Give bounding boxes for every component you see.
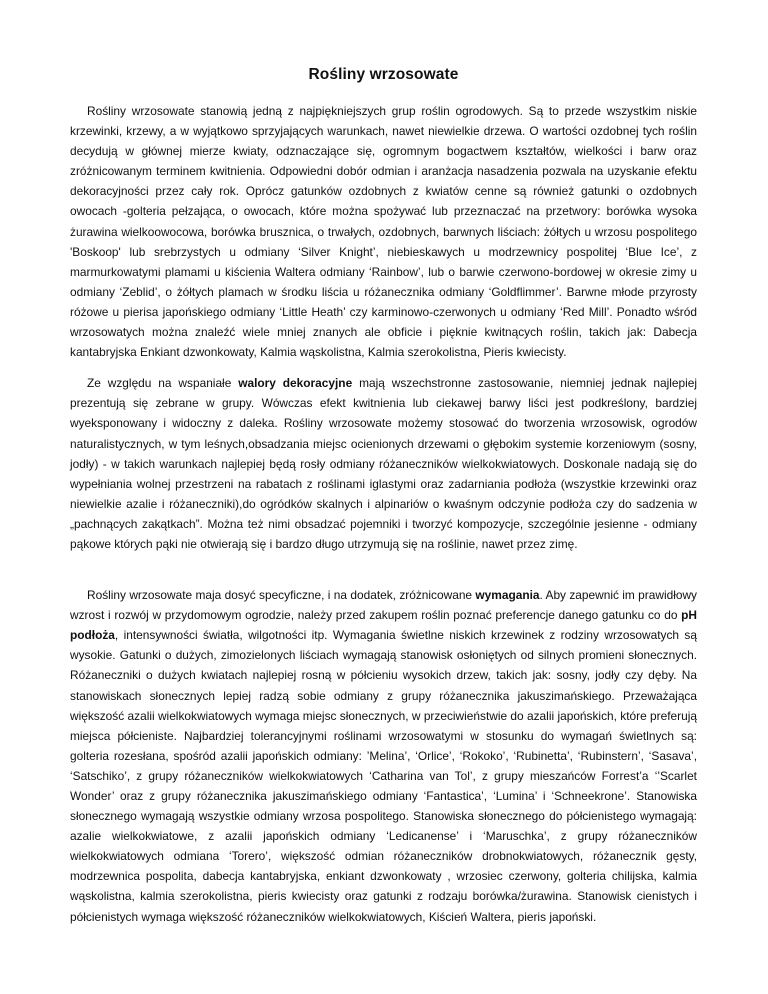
paragraph2-bold-term: walory dekoracyjne	[238, 376, 353, 391]
paragraph-decorative-values	[70, 373, 697, 554]
document-title: Rośliny wrzosowate	[308, 66, 459, 83]
paragraph-intro: Rośliny wrzosowate stanowią jedną z najpiękniejszych grup roślin ogrodowych. Są to przede wszystkim niskie krzewinki, krzewy, a w wyjątkowo sprzyjających warunkach, nawet niewielkie drzewa. O wartości ozdobnej tych roślin decydują w głównej mierze kwiaty, odznaczające się, ogromnym bogactwem kształtów, wielkości i barw oraz zróżnicowanym terminem kwitnienia. Odpowiedni dobór odmian i aranżacja nasadzenia pozwala na uzyskanie efektu dekoracyjności przez cały rok. Oprócz gatunków ozdobnych z kwiatów cenne są również gatunki o ozdobnych owocach -golteria pełzająca, o owocach, które można spożywać lub przeznaczać na przetwory: borówka wysoka żurawina wielkoowocowa, borówka brusznica, o trwałych, ozdobnych, barwnych liściach: żółtych u wrzosu pospolitego 'Boskoop' lub srebrzystych u odmiany ‘Silver Knight’, niebieskawych u modrzewnicy pospolitej ‘Blue Ice’, z marmurkowatymi plamami u kiścienia Waltera odmiany ‘Rainbow’, lub o barwie czerwono-bordowej w okresie zimy u odmiany ‘Zeblid’, o żółtych plamach w środku liścia u różanecznika odmiany ‘Goldflimmer’. Barwne młode przyrosty różowe u pierisa japońskiego odmiany ‘Little Heath’ czy karminowo-czerwonych u odmiany ‘Red Mill’. Ponadto wśród wrzosowatych można znaleźć wiele mniej znanych ale obficie i pięknie kwitnących roślin, takich jak: Dabecja kantabryjska Enkiant dzwonkowaty, Kalmia wąskolistna, Kalmia szerokolistna, Pieris kwiecisty.	[70, 104, 697, 360]
paragraph3-text-before: Rośliny wrzosowate maja dosyć specyficzne, i na dodatek, zróżnicowane	[87, 588, 476, 603]
paragraph2-text-before: Ze względu na wspaniałe	[87, 376, 239, 391]
paragraph3-bold-term-ph: pH podłoża	[70, 608, 697, 643]
paragraph3-bold-term-requirements: wymagania	[475, 588, 540, 603]
paragraph-requirements	[70, 585, 697, 927]
paragraph3-text-after: , intensywności światła, wilgotności itp. Wymagania świetlne niskich krzewinek z rodziny wrzosowatych są wysokie. Gatunki o dużych, zimozielonych liściach wymagają stanowisk osłoniętych od silnych promieni słonecznych. Różaneczniki o dużych kwiatach najlepiej rosną w półcieniu wysokich drzew, takich jak: sosny, jodły czy dęby. Na stanowiskach słonecznych lepiej radzą sobie odmiany z grupy różanecznika jakuszimańskiego. Przeważająca większość azalii wielkokwiatowych wymaga miejsc słonecznych, w przeciwieństwie do azalii japońskich, które preferują miejsca półcieniste. Najbardziej tolerancyjnymi roślinami wrzosowatymi w stosunku do wymagań świetlnych są: golteria rozesłana, spośród azalii japońskich odmiany: ’Melina’, ‘Orlice’, ‘Rokoko’, ‘Rubinetta’, ‘Rubinstern’, ‘Sasava’, ‘Satschiko’, z grupy różaneczników wielkokwiatowych ‘Catharina van Tol’, z grupy mieszańców Forrest’a ‘’Scarlet Wonder’ oraz z grupy różanecznika jakuszimańskiego odmiany ‘Fantastica’, ‘Lumina’ i ‘Schneekrone’. Stanowiska słonecznego wymagają wszystkie odmiany wrzosa pospolitego. Stanowiska słonecznego do półcienistego wymagają: azalie wielkokwiatowe, z azalii japońskich odmiany ‘Ledicanense’ i ‘Maruschka’, z grupy różaneczników wielkokwiatowych odmiana ‘Torero’, większość odmian różaneczników drobnokwiatowych, różanecznik gęsty, modrzewnica pospolita, dabecja kantabryjska, enkiant dzwonkowaty , wrzosiec czerwony, golteria chilijska, kalmia wąskolistna, kalmia szerokolistna, pieris kwiecisty oraz gatunki z rodzaju borówka/żurawina. Stanowisk cienistych i półcienistych wymaga większość różaneczników wielkokwiatowych, Kiścień Waltera, pieris japoński.	[70, 628, 697, 924]
paragraph2-text-after: mają wszechstronne zastosowanie, niemniej jednak najlepiej prezentują się zebrane w grupy. Wówczas efekt kwitnienia lub ciekawej barwy liści jest podkreślony, bardziej wyeksponowany i widoczny z daleka. Rośliny wrzosowate możemy stosować do tworzenia wrzosowisk, ogrodów naturalistycznych, w tym leśnych,obsadzania miejsc ocienionych drzewami o głębokim systemie korzeniowym (sosny, jodły) - w takich warunkach najlepiej będą rosły odmiany różaneczników wielkokwiatowych. Doskonale nadają się do wypełniania wolnej przestrzeni na rabatach z roślinami iglastymi oraz zadarniania podłoża (wszystkie krzewinki oraz niewielkie azalie i różaneczniki),do ogródków skalnych i alpinariów o kwaśnym odczynie podłoża czy do sadzenia w „pachnących zakątkach”. Można też nimi obsadzać pojemniki i tworzyć kompozycje, szczególnie jesienne - odmiany pąkowe których pąki nie otwierają się i bardzo długo utrzymują się na roślinie, nawet przez zimę.	[70, 376, 697, 551]
paragraph3-text-middle: . Aby zapewnić im prawidłowy wzrost i rozwój w przydomowym ogrodzie, należy przed zakupem roślin poznać preferencje danego gatunku co do	[70, 588, 697, 623]
